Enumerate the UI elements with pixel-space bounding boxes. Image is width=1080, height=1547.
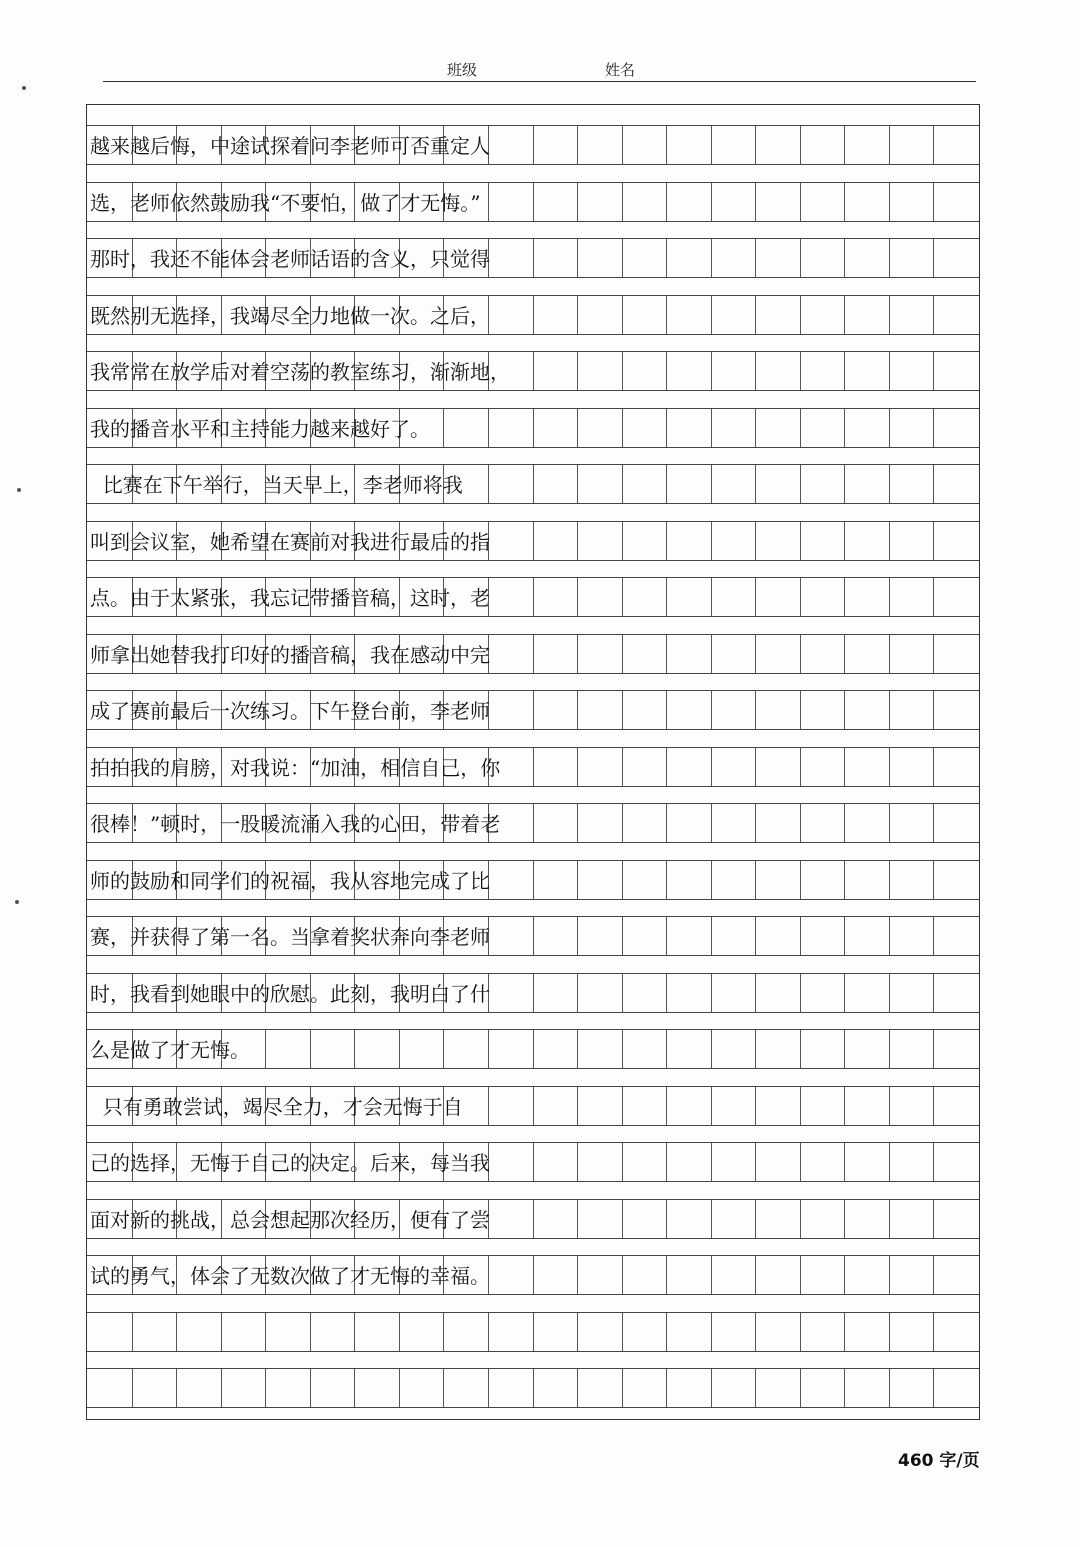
scan-speck (17, 488, 21, 492)
essay-line: 点。由于太紧张，我忘记带播音稿，这时，老 (90, 586, 490, 610)
grid-row (87, 1086, 979, 1126)
grid-row (87, 351, 979, 391)
grid-row (87, 1255, 979, 1295)
essay-line: 既然别无选择，我竭尽全力地做一次。之后， (90, 303, 490, 328)
essay-line: 面对新的挑战，总会想起那次经历，便有了尝 (90, 1207, 490, 1232)
grid-row (87, 916, 979, 956)
writing-grid (86, 104, 980, 1420)
essay-line: 试的勇气，体会了无数次做了才无悔的幸福。 (90, 1264, 490, 1288)
essay-line: 师拿出她替我打印好的播音稿，我在感动中完 (90, 642, 490, 667)
grid-row (87, 1029, 979, 1069)
essay-line: 成了赛前最后一次练习。下午登台前，李老师 (90, 699, 490, 723)
grid-row (87, 1368, 979, 1408)
grid-row (87, 295, 979, 335)
essay-line: 那时，我还不能体会老师话语的含义，只觉得 (90, 247, 490, 271)
grid-row (87, 125, 979, 165)
essay-line: 比赛在下午举行，当天早上，李老师将我 (90, 473, 463, 497)
essay-line: 么是做了才无悔。 (90, 1038, 250, 1062)
essay-line: 我常常在放学后对着空荡的教室练习，渐渐地， (90, 360, 510, 384)
essay-line: 只有勇敢尝试，竭尽全力，才会无悔于自 (90, 1094, 463, 1119)
essay-line: 选，老师依然鼓励我“不要怕，做了才无悔。” (90, 190, 481, 215)
grid-row (87, 238, 979, 278)
scan-speck (15, 900, 19, 904)
grid-row (87, 521, 979, 561)
grid-row (87, 973, 979, 1013)
grid-row (87, 747, 979, 787)
header (103, 55, 976, 83)
grid-row (87, 860, 979, 900)
essay-line: 叫到会议室，她希望在赛前对我进行最后的指 (90, 529, 490, 554)
name-label: 姓名 (605, 61, 636, 79)
grid-row (87, 1199, 979, 1239)
essay-line: 时，我看到她眼中的欣慰。此刻，我明白了什 (90, 981, 490, 1006)
grid-row (87, 634, 979, 674)
grid-row (87, 464, 979, 504)
grid-row (87, 1142, 979, 1182)
essay-line (87, 1365, 982, 1413)
grid-row (87, 1312, 979, 1352)
essay-line: 赛，并获得了第一名。当拿着奖状奔向李老师 (90, 925, 490, 949)
header-rule (103, 81, 976, 82)
essay-line: 很棒！”顿时，一股暖流涌入我的心田，带着老 (90, 812, 501, 836)
grid-row (87, 690, 979, 730)
essay-line: 我的播音水平和主持能力越来越好了。 (90, 416, 430, 441)
page-capacity: 460 字/页 (898, 1451, 980, 1471)
grid-row (87, 408, 979, 448)
essay-line (87, 1309, 982, 1357)
grid-row (87, 803, 979, 843)
grid-row (87, 577, 979, 617)
scan-speck (22, 86, 26, 90)
essay-line: 越来越后悔，中途试探着问李老师可否重定人 (90, 134, 490, 158)
class-label: 班级 (447, 61, 478, 79)
grid-row (87, 182, 979, 222)
essay-line: 拍拍我的肩膀，对我说：“加油，相信自己，你 (90, 755, 501, 780)
essay-line: 己的选择，无悔于自己的决定。后来，每当我 (90, 1151, 490, 1175)
essay-line: 师的鼓励和同学们的祝福，我从容地完成了比 (90, 868, 490, 893)
